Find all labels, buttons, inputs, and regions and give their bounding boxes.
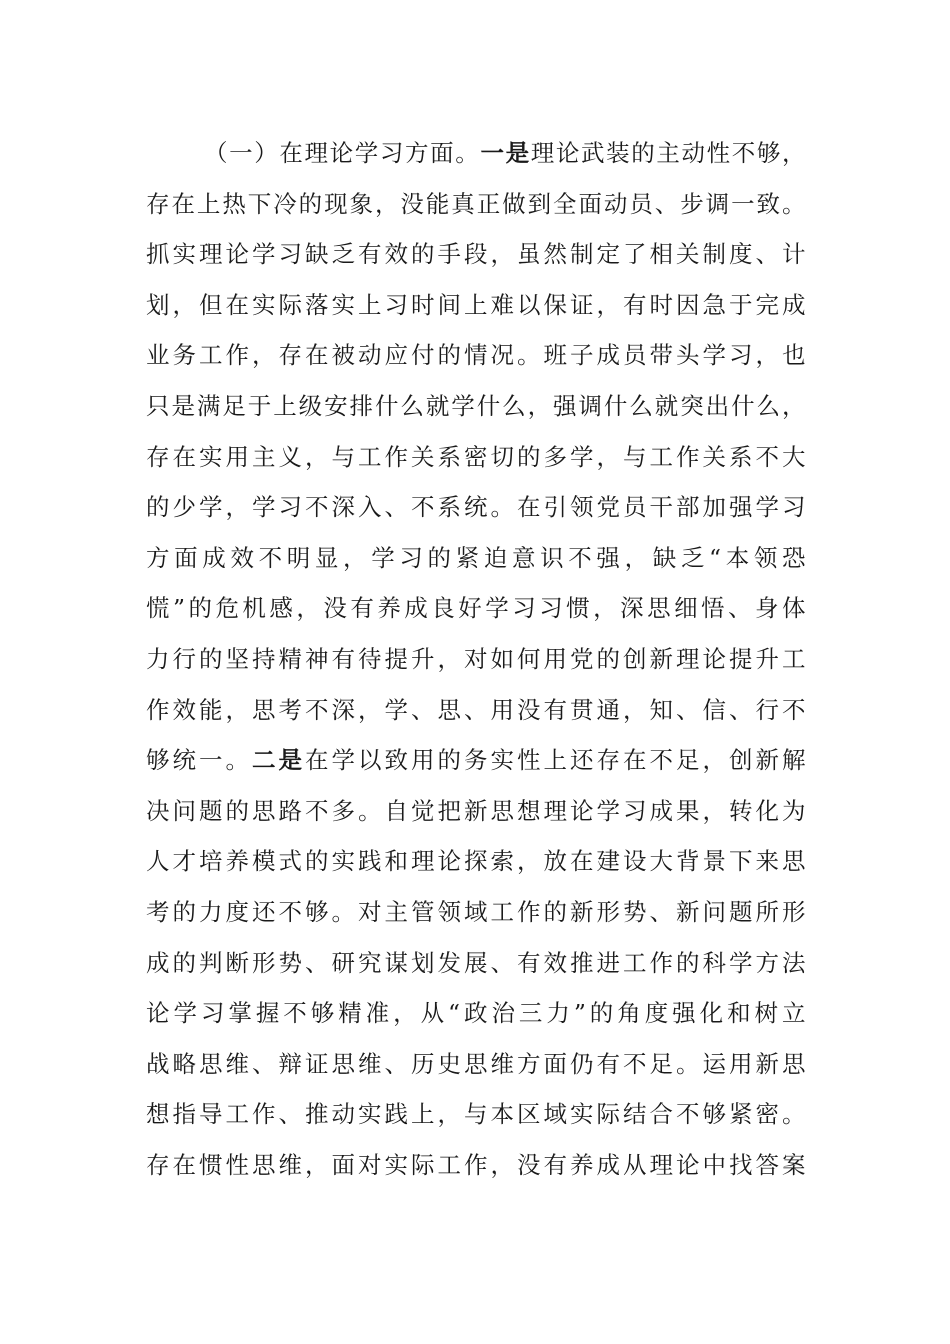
text-line bbox=[146, 988, 806, 1039]
body-text bbox=[146, 128, 806, 1190]
text-run: 存在惯性思维，面对实际工作，没有养成从理论中找答案 bbox=[146, 1150, 806, 1179]
text-line bbox=[146, 786, 806, 837]
text-run: 力行的坚持精神有待提升，对如何用党的创新理论提升工 bbox=[146, 644, 806, 673]
text-line bbox=[146, 179, 806, 230]
text-line bbox=[146, 887, 806, 938]
text-run: 论学习掌握不够精准，从“政治三力”的角度强化和树立 bbox=[146, 999, 806, 1028]
bold-text-run: 二是 bbox=[252, 746, 305, 775]
text-line bbox=[146, 583, 806, 634]
text-run: 理论武装的主动性不够， bbox=[530, 139, 807, 167]
text-run: 人才培养模式的实践和理论探索，放在建设大背景下来思 bbox=[146, 847, 806, 876]
text-run: 业务工作，存在被动应付的情况。班子成员带头学习，也 bbox=[146, 341, 806, 370]
text-line bbox=[146, 229, 806, 280]
text-line bbox=[146, 381, 806, 432]
text-line bbox=[146, 634, 806, 685]
text-run: 只是满足于上级安排什么就学什么，强调什么就突出什么， bbox=[146, 391, 806, 420]
text-line bbox=[146, 533, 806, 584]
text-run: 决问题的思路不多。自觉把新思想理论学习成果，转化为 bbox=[146, 796, 806, 825]
text-line bbox=[146, 938, 806, 989]
text-line bbox=[146, 330, 806, 381]
text-run: 成的判断形势、研究谋划发展、有效推进工作的科学方法 bbox=[146, 948, 806, 977]
text-line bbox=[146, 1089, 806, 1140]
text-run: 在学以致用的务实性上还存在不足，创新解 bbox=[305, 746, 806, 775]
text-run: 够统一。 bbox=[146, 746, 252, 775]
text-line bbox=[146, 482, 806, 533]
text-run: 作效能，思考不深，学、思、用没有贯通，知、信、行不 bbox=[146, 695, 806, 724]
text-run: 方面成效不明显，学习的紧迫意识不强，缺乏“本领恐 bbox=[146, 543, 806, 572]
text-run: 存在实用主义，与工作关系密切的多学，与工作关系不大 bbox=[146, 442, 806, 471]
text-run: 想指导工作、推动实践上，与本区域实际结合不够紧密。 bbox=[146, 1100, 806, 1129]
text-line bbox=[146, 1140, 806, 1191]
text-run: 的少学，学习不深入、不系统。在引领党员干部加强学习 bbox=[146, 493, 806, 522]
text-run: 战略思维、辩证思维、历史思维方面仍有不足。运用新思 bbox=[146, 1049, 806, 1078]
text-line bbox=[146, 432, 806, 483]
text-run: 划，但在实际落实上习时间上难以保证，有时因急于完成 bbox=[146, 290, 806, 319]
bold-text-run: 一是 bbox=[480, 139, 531, 167]
text-line bbox=[146, 735, 806, 786]
text-run: 抓实理论学习缺乏有效的手段，虽然制定了相关制度、计 bbox=[146, 240, 806, 269]
text-run: （一）在理论学习方面。 bbox=[204, 139, 481, 167]
text-run: 慌”的危机感，没有养成良好学习习惯，深思细悟、身体 bbox=[146, 594, 806, 623]
text-run: 存在上热下冷的现象，没能真正做到全面动员、步调一致。 bbox=[146, 189, 806, 218]
text-line bbox=[146, 280, 806, 331]
text-line bbox=[146, 836, 806, 887]
text-line bbox=[146, 1039, 806, 1090]
text-line bbox=[146, 128, 806, 179]
text-run: 考的力度还不够。对主管领域工作的新形势、新问题所形 bbox=[146, 897, 806, 926]
text-line bbox=[146, 685, 806, 736]
